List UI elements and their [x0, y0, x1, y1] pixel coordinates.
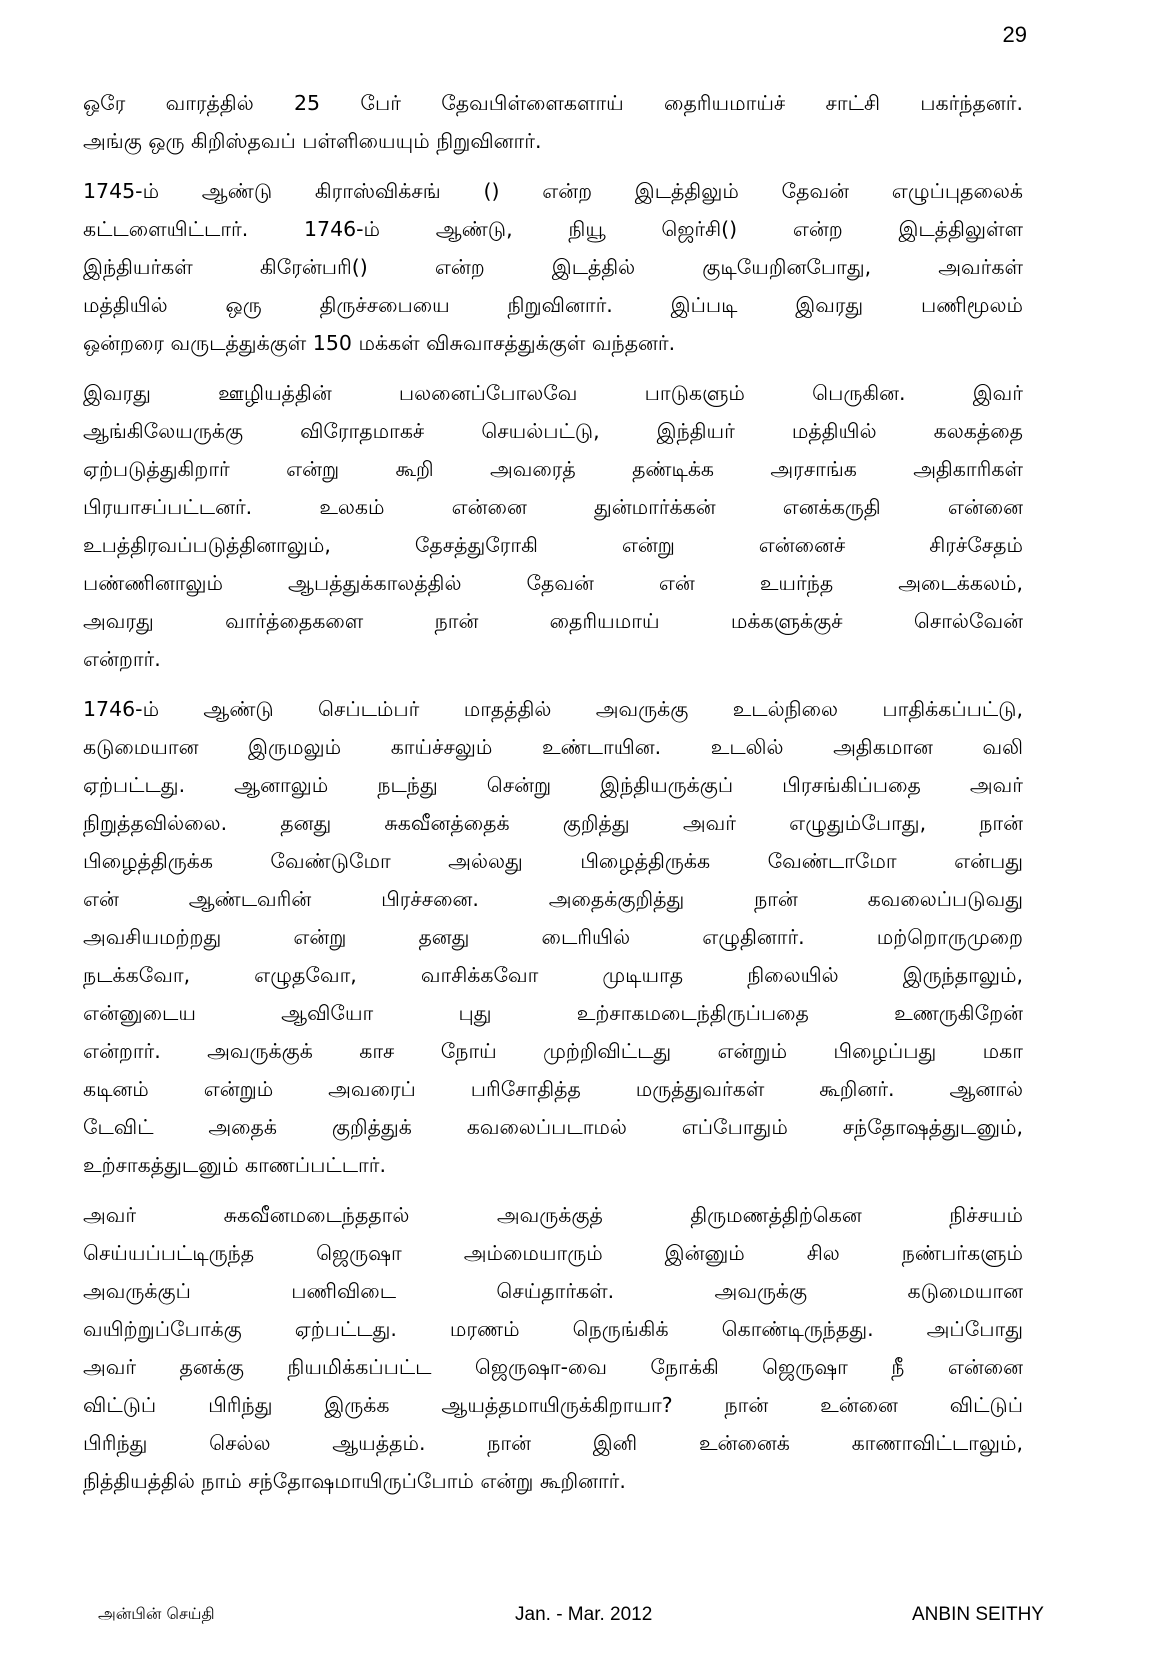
- text-line: 1746-ம் ஆண்டு செப்டம்பர் மாதத்தில் அவருக்கு உடல்நிலை பாதிக்கப்பட்டு,: [83, 697, 1023, 721]
- text-line: செய்யப்பட்டிருந்த ஜெருஷா அம்மையாரும் இன்னும் சில நண்பர்களும்: [83, 1241, 1023, 1265]
- text-line: என்னுடைய ஆவியோ புது உற்சாகமடைந்திருப்பதை உணருகிறேன்: [83, 1001, 1023, 1025]
- text-line: நடக்கவோ, எழுதவோ, வாசிக்கவோ முடியாத நிலையில் இருந்தாலும்,: [83, 963, 1023, 987]
- paragraph-3: [83, 374, 1023, 678]
- text-line: பிரயாசப்பட்டனர். உலகம் என்னை துன்மார்க்கன் எனக்கருதி என்னை: [83, 495, 1023, 519]
- text-line: அவரது வார்த்தைகளை நான் தைரியமாய் மக்களுக்குச் சொல்வேன்: [83, 609, 1023, 633]
- text-line: அவர் சுகவீனமடைந்ததால் அவருக்குத் திருமணத்திற்கென நிச்சயம்: [83, 1203, 1023, 1227]
- text-line: பிழைத்திருக்க வேண்டுமோ அல்லது பிழைத்திருக்க வேண்டாமோ என்பது: [83, 849, 1023, 873]
- text-line: பிரிந்து செல்ல ஆயத்தம். நான் இனி உன்னைக் காணாவிட்டாலும்,: [83, 1431, 1023, 1455]
- page-footer: [0, 1604, 1167, 1634]
- paragraph-4: [83, 690, 1023, 1184]
- text-line: நித்தியத்தில் நாம் சந்தோஷமாயிருப்போம் என்று கூறினார்.: [83, 1469, 626, 1493]
- text-line: வயிற்றுப்போக்கு ஏற்பட்டது. மரணம் நெருங்கிக் கொண்டிருந்தது. அப்போது: [83, 1317, 1023, 1341]
- text-line: நிறுத்தவில்லை. தனது சுகவீனத்தைக் குறித்து அவர் எழுதும்போது, நான்: [83, 811, 1023, 835]
- text-line: விட்டுப் பிரிந்து இருக்க ஆயத்தமாயிருக்கிறாயா? நான் உன்னை விட்டுப்: [83, 1393, 1023, 1417]
- text-line: ஒன்றரை வருடத்துக்குள் 150 மக்கள் விசுவாசத்துக்குள் வந்தனர்.: [83, 331, 676, 355]
- text-line: ஏற்படுத்துகிறார் என்று கூறி அவரைத் தண்டிக்க அரசாங்க அதிகாரிகள்: [83, 457, 1023, 481]
- text-line: பண்ணினாலும் ஆபத்துக்காலத்தில் தேவன் என் உயர்ந்த அடைக்கலம்,: [83, 571, 1023, 595]
- text-line: கடுமையான இருமலும் காய்ச்சலும் உண்டாயின. உடலில் அதிகமான வலி: [83, 735, 1023, 759]
- text-line: மத்தியில் ஒரு திருச்சபையை நிறுவினார். இப்படி இவரது பணிமூலம்: [83, 293, 1023, 317]
- page-number: 29: [1002, 22, 1027, 47]
- text-line: என்றார்.: [83, 647, 161, 671]
- text-line: அவசியமற்றது என்று தனது டைரியில் எழுதினார். மற்றொருமுறை: [83, 925, 1023, 949]
- text-line: என்றார். அவருக்குக் காச நோய் முற்றிவிட்டது என்றும் பிழைப்பது மகா: [83, 1039, 1023, 1063]
- footer-publication-english: ANBIN SEITHY: [912, 1604, 1044, 1625]
- text-line: கடினம் என்றும் அவரைப் பரிசோதித்த மருத்துவர்கள் கூறினர். ஆனால்: [83, 1077, 1023, 1101]
- paragraph-2: [83, 172, 1023, 362]
- text-line: இவரது ஊழியத்தின் பலனைப்போலவே பாடுகளும் பெருகின. இவர்: [83, 381, 1023, 405]
- text-line: உற்சாகத்துடனும் காணப்பட்டார்.: [83, 1153, 386, 1177]
- text-line: ஏற்பட்டது. ஆனாலும் நடந்து சென்று இந்தியருக்குப் பிரசங்கிப்பதை அவர்: [83, 773, 1023, 797]
- footer-publication-tamil: அன்பின் செய்தி: [98, 1604, 215, 1623]
- footer-issue-date: Jan. - Mar. 2012: [515, 1604, 653, 1625]
- text-line: உபத்திரவப்படுத்தினாலும், தேசத்துரோகி என்று என்னைச் சிரச்சேதம்: [83, 533, 1023, 557]
- text-line: அவர் தனக்கு நியமிக்கப்பட்ட ஜெருஷா-வை நோக்கி ஜெருஷா நீ என்னை: [83, 1355, 1023, 1379]
- text-line: 1745-ம் ஆண்டு கிராஸ்விக்சங் () என்ற இடத்திலும் தேவன் எழுப்புதலைக்: [83, 179, 1023, 203]
- text-line: கட்டளையிட்டார். 1746-ம் ஆண்டு, நியூ ஜெர்சி() என்ற இடத்திலுள்ள: [83, 217, 1023, 241]
- text-line: டேவிட் அதைக் குறித்துக் கவலைப்படாமல் எப்போதும் சந்தோஷத்துடனும்,: [83, 1115, 1023, 1139]
- paragraph-1: [83, 84, 1023, 160]
- text-line: ஆங்கிலேயருக்கு விரோதமாகச் செயல்பட்டு, இந்தியர் மத்தியில் கலகத்தை: [83, 419, 1023, 443]
- text-line: ஒரே வாரத்தில் 25 பேர் தேவபிள்ளைகளாய் தைரியமாய்ச் சாட்சி பகர்ந்தனர்.: [83, 91, 1023, 115]
- article-body: [83, 84, 1023, 1512]
- text-line: அங்கு ஒரு கிறிஸ்தவப் பள்ளியையும் நிறுவினார்.: [83, 129, 542, 153]
- paragraph-5: [83, 1196, 1023, 1500]
- text-line: அவருக்குப் பணிவிடை செய்தார்கள். அவருக்கு கடுமையான: [83, 1279, 1023, 1303]
- text-line: என் ஆண்டவரின் பிரச்சனை. அதைக்குறித்து நான் கவலைப்படுவது: [83, 887, 1023, 911]
- text-line: இந்தியர்கள் கிரேன்பரி() என்ற இடத்தில் குடியேறினபோது, அவர்கள்: [83, 255, 1023, 279]
